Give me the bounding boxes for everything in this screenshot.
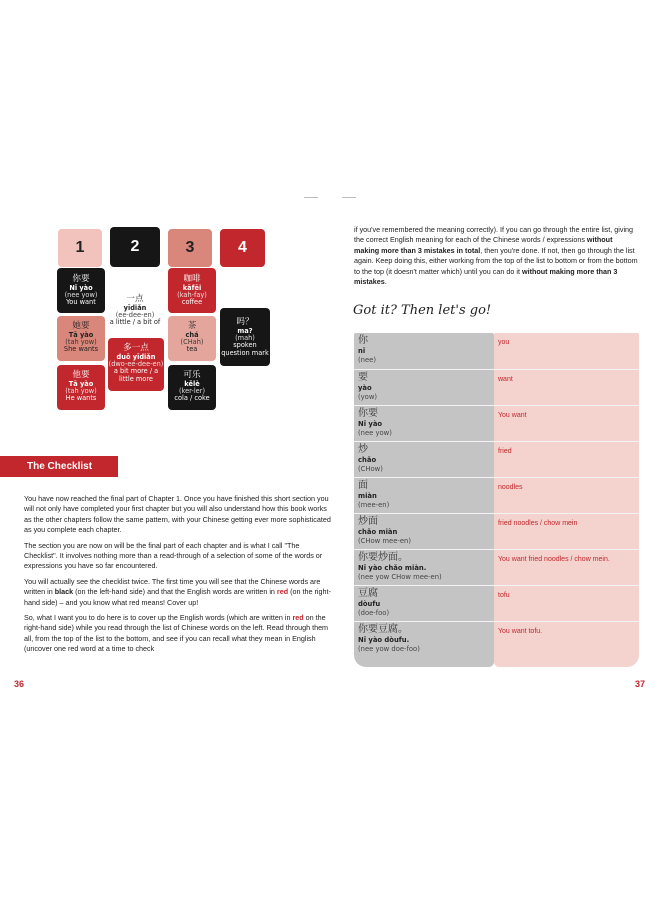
table-row: [354, 369, 639, 405]
english-text: coffee: [181, 298, 203, 307]
pronunciation-text: (nee yow): [64, 291, 98, 299]
pinyin-text: Nǐ yào: [69, 283, 93, 292]
table-row: [354, 513, 639, 549]
number-tile-1: 1: [58, 229, 102, 267]
english-text: tofu: [498, 592, 510, 599]
pronunciation-text: (doe-foo): [358, 608, 390, 617]
chinese-text: 他要: [72, 370, 90, 380]
english-text: tea: [186, 345, 198, 354]
pinyin-text: ma?: [237, 326, 253, 335]
pronunciation-text: (CHow): [358, 464, 383, 473]
pronunciation-text: (mee-en): [358, 500, 390, 509]
chinese-text: 她要: [72, 321, 90, 331]
english-text: you: [498, 339, 510, 346]
checklist-body: [24, 494, 334, 660]
pronunciation-text: (ee-dee-en): [115, 311, 155, 319]
english-text: You want: [66, 298, 96, 307]
pronunciation-text: (nee yow CHow mee-en): [358, 572, 442, 581]
table-row: [354, 621, 639, 657]
table-row: [354, 549, 639, 585]
word-tile-cha: [168, 316, 216, 361]
pinyin-text: Nǐ yào dòufu.: [358, 636, 410, 644]
chinese-text: 面: [358, 480, 368, 491]
chinese-text: 茶: [187, 321, 197, 331]
pronunciation-text: (nee): [358, 355, 376, 364]
number-tile-4: 4: [220, 229, 265, 267]
table-row: [354, 477, 639, 513]
chinese-text: 你要: [358, 408, 378, 419]
word-tile-ta-yao-he: [57, 365, 105, 410]
pronunciation-text: (CHow mee-en): [358, 536, 411, 545]
intro-paragraph: if you've remembered the meaning correctly). If you can go through the entire list, giving the correct English meaning for each of the Chinese words / expressions without making more than 3 mistakes in total, then you're done. If not, then go through the list again. Keep doing this, either working from the top of the list to bottom or from the bottom to the top (it doesn't matter which) until you can do it without making more than 3 mistakes.: [354, 225, 638, 287]
english-text: a little / a bit of: [109, 318, 161, 327]
word-tile-kele: [168, 365, 216, 410]
chinese-text: 吗？: [236, 317, 254, 327]
english-text: noodles: [498, 484, 523, 491]
english-text: want: [498, 376, 513, 383]
chinese-text: 你要炒面。: [358, 552, 408, 563]
pronunciation-text: (mah): [235, 334, 255, 342]
english-text: spoken question mark: [221, 341, 269, 357]
pinyin-text: chǎo miàn: [358, 528, 398, 536]
english-text: fried noodles / chow mein: [498, 520, 578, 527]
chinese-text: 炒: [358, 444, 368, 455]
pronunciation-text: (nee yow): [358, 428, 392, 437]
pinyin-text: yīdiǎn: [123, 303, 147, 312]
page-number-right: 37: [635, 679, 646, 689]
number-tile-2: 2: [110, 227, 160, 267]
word-tile-ta-yao-she: [57, 316, 105, 361]
chinese-text: 你要: [72, 274, 90, 284]
pinyin-text: kāfēi: [182, 283, 202, 292]
table-row: [354, 585, 639, 621]
word-tile-ma: [220, 308, 270, 366]
chinese-text: 炒面: [358, 516, 378, 527]
top-rule-left: [304, 197, 318, 198]
pinyin-text: duō yīdiǎn: [116, 352, 156, 361]
word-tile-ni-yao: [57, 268, 105, 313]
pinyin-text: kělè: [184, 379, 200, 388]
chinese-text: 你: [358, 335, 368, 346]
table-row: [354, 405, 639, 441]
top-rule-right: [342, 197, 356, 198]
english-text: fried: [498, 448, 512, 455]
pronunciation-text: (yow): [358, 392, 378, 401]
page-number-left: 36: [14, 679, 25, 689]
pinyin-text: chǎo: [358, 456, 377, 464]
checklist-banner: The Checklist: [0, 456, 118, 477]
english-text: a bit more / a little more: [113, 367, 159, 383]
chinese-text: 豆腐: [358, 588, 378, 599]
word-tile-kafei: [168, 268, 216, 313]
pinyin-text: yào: [358, 384, 372, 392]
table-row: [354, 441, 639, 477]
chinese-text: 多一点: [123, 343, 149, 353]
pinyin-text: chá: [185, 330, 199, 339]
pinyin-text: dòufu: [358, 600, 381, 608]
number-tile-3: 3: [168, 229, 212, 267]
english-text: She wants: [63, 345, 99, 354]
checklist-table: [354, 333, 639, 667]
paragraph-4: So, what I want you to do here is to cover up the English words (which are written in red on the right-hand side) while you read through the list of Chinese words on the left. Read through them all, from the top of the list to the bottom, and see if you can recall what they mean in English (uncover one red word at a time to check: [24, 613, 329, 654]
pinyin-text: Nǐ yào: [358, 420, 383, 428]
english-text: He wants: [65, 394, 97, 403]
english-text: cola / coke: [174, 394, 210, 403]
chinese-text: 一点: [126, 294, 144, 304]
english-text: You want tofu.: [498, 628, 543, 635]
chinese-text: 咖啡: [183, 274, 201, 284]
pronunciation-text: (tah yow): [65, 387, 97, 395]
right-page: [330, 0, 660, 900]
word-tile-duo-yidian: [108, 338, 164, 391]
pronunciation-text: (ker-ler): [178, 387, 206, 395]
pronunciation-text: (tah yow): [65, 338, 97, 346]
chinese-text: 你要豆腐。: [358, 624, 408, 635]
pronunciation-text: (kah-fay): [177, 291, 207, 299]
paragraph-2: The section you are now on will be the final part of each chapter and is what I call "The Checklist". It involves nothing more than a read-through of a selection of some of the words or expressions you have so far encountered.: [24, 540, 323, 571]
chinese-text: 可乐: [183, 370, 201, 380]
pronunciation-text: (CHah): [180, 338, 204, 346]
pinyin-text: Tā yào: [68, 379, 94, 388]
got-it-heading: Got it? Then let's go!: [353, 303, 492, 318]
pinyin-text: miàn: [358, 492, 377, 500]
paragraph-1: You have now reached the final part of Chapter 1. Once you have finished this short section you will not only have completed your first chapter but you will also understand how this book works as the other chapters follow the same pattern, with your Chinese getting ever more sophisticated as you complete each chapter.: [24, 494, 331, 535]
paragraph-3: You will actually see the checklist twice. The first time you will see that the Chinese words are written in black (on the left-hand side) and that the English words are written in red (on the right-hand side) – and you know what red means! Cover up!: [24, 576, 331, 607]
pinyin-text: Tā yào: [68, 330, 94, 339]
pronunciation-text: (dwo-ee-dee-en): [108, 360, 164, 368]
word-tile-yidian: [107, 290, 163, 335]
chinese-text: 要: [358, 372, 368, 383]
pinyin-text: nǐ: [358, 347, 366, 355]
pronunciation-text: (nee yow doe-foo): [358, 644, 420, 653]
english-text: You want: [498, 412, 527, 419]
english-text: You want fried noodles / chow mein.: [498, 556, 610, 563]
pinyin-text: Nǐ yào chǎo miàn.: [358, 564, 427, 572]
table-row: [354, 333, 639, 369]
